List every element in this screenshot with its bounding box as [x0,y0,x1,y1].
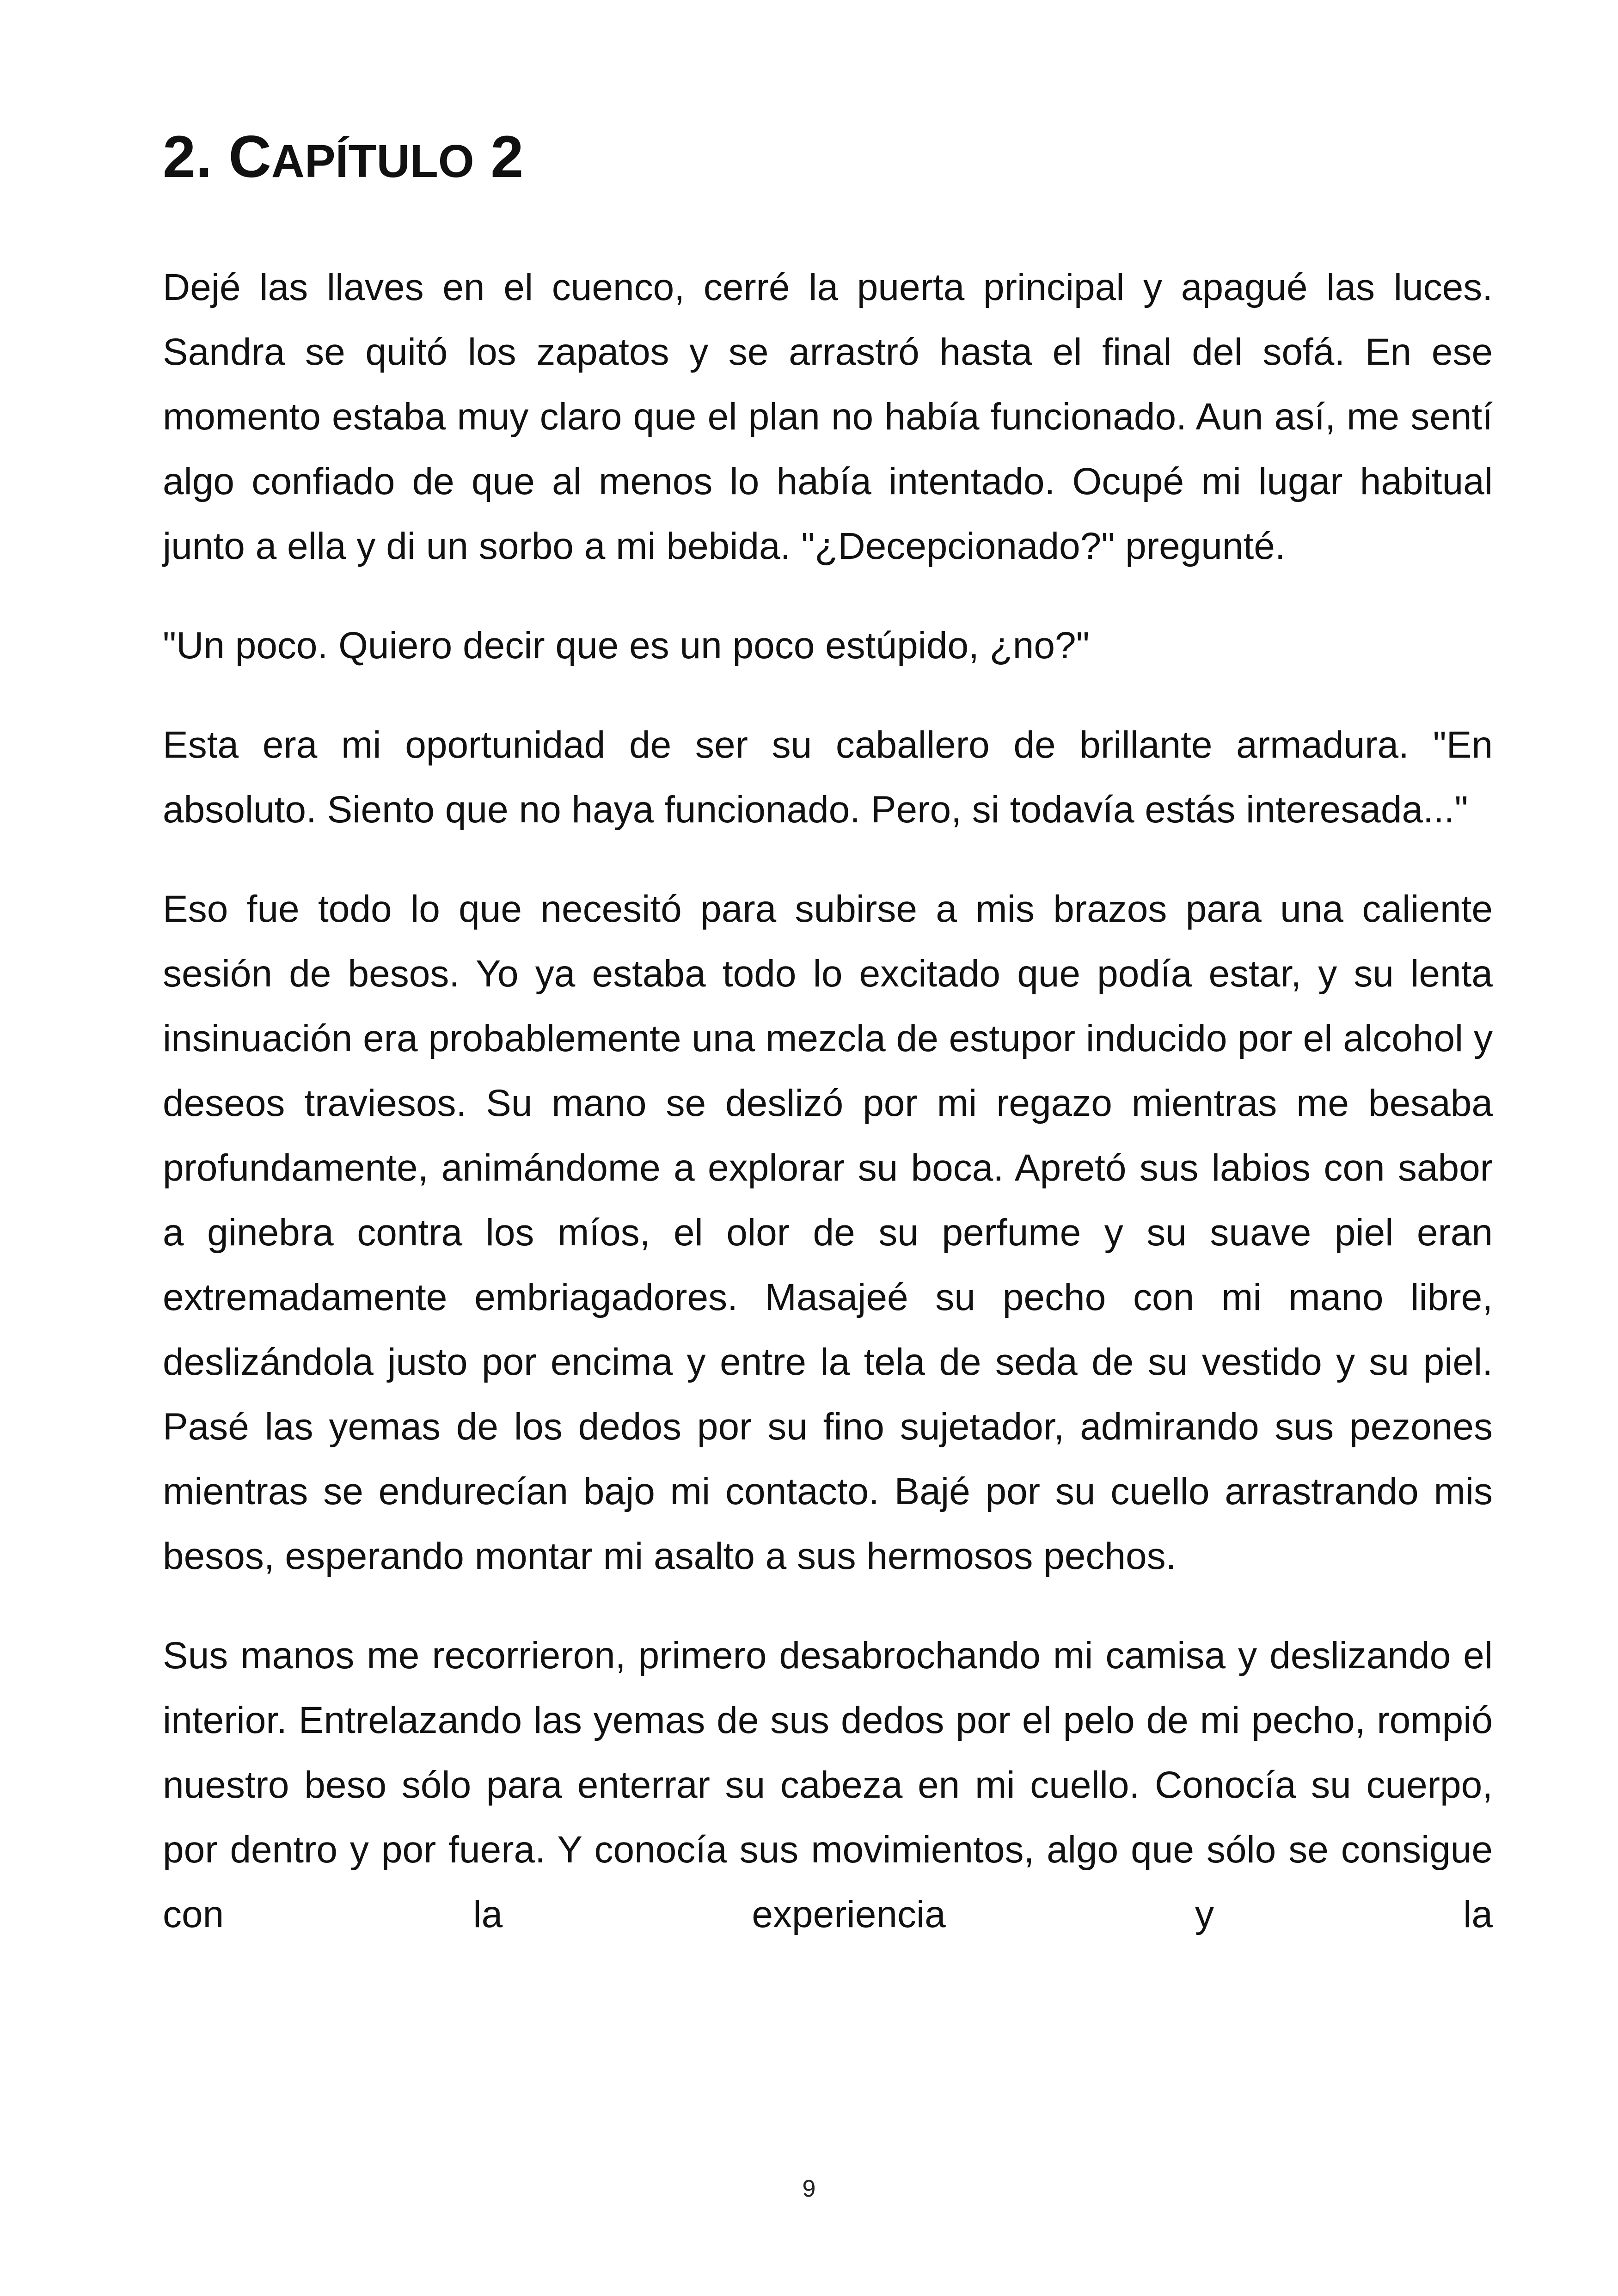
page-number: 9 [802,2175,816,2202]
chapter-title: 2. CAPÍTULO 2 [163,124,524,190]
body-text [163,255,1493,1982]
paragraph: Dejé las llaves en el cuenco, cerré la puerta principal y apagué las luces. Sandra se quitó los zapatos y se arrastró hasta el final del sofá. En ese momento estaba muy claro que el plan no había funcionado. Aun así, me sentí algo confiado de que al menos lo había intentado. Ocupé mi lugar habitual junto a ella y di un sorbo a mi bebida. "¿Decepcionado?" pregunté. [163,266,1493,567]
paragraph: Eso fue todo lo que necesitó para subirse a mis brazos para una caliente sesión de besos. Yo ya estaba todo lo excitado que podía estar, y su lenta insinuación era probablemente una mezcla de estupor inducido por el alcohol y deseos traviesos. Su mano se deslizó por mi regazo mientras me besaba profundamente, animándome a explorar su boca. Apretó sus labios con sabor a ginebra contra los míos, el olor de su perfume y su suave piel eran extremadamente embriagadores. Masajeé su pecho con mi mano libre, deslizándola justo por encima y entre la tela de seda de su vestido y su piel. Pasé las yemas de los dedos por su fino sujetador, admirando sus pezones mientras se endurecían bajo mi contacto. Bajé por su cuello arrastrando mis besos, esperando montar mi asalto a sus hermosos pechos. [163,888,1493,1577]
paragraph: Esta era mi oportunidad de ser su caballero de brillante armadura. "En absoluto. Siento que no haya funcionado. Pero, si todavía estás interesada..." [163,724,1493,831]
paragraph: Sus manos me recorrieron, primero desabrochando mi camisa y deslizando el interior. Entrelazando las yemas de sus dedos por el pelo de mi pecho, rompió nuestro beso sólo para enterrar su cabeza en mi cuello. Conocía su cuerpo, por dentro y por fuera. Y conocía sus movimientos, algo que sólo se consigue con la experiencia y la [163,1635,1493,1935]
paragraph: "Un poco. Quiero decir que es un poco estúpido, ¿no?" [163,625,1090,667]
